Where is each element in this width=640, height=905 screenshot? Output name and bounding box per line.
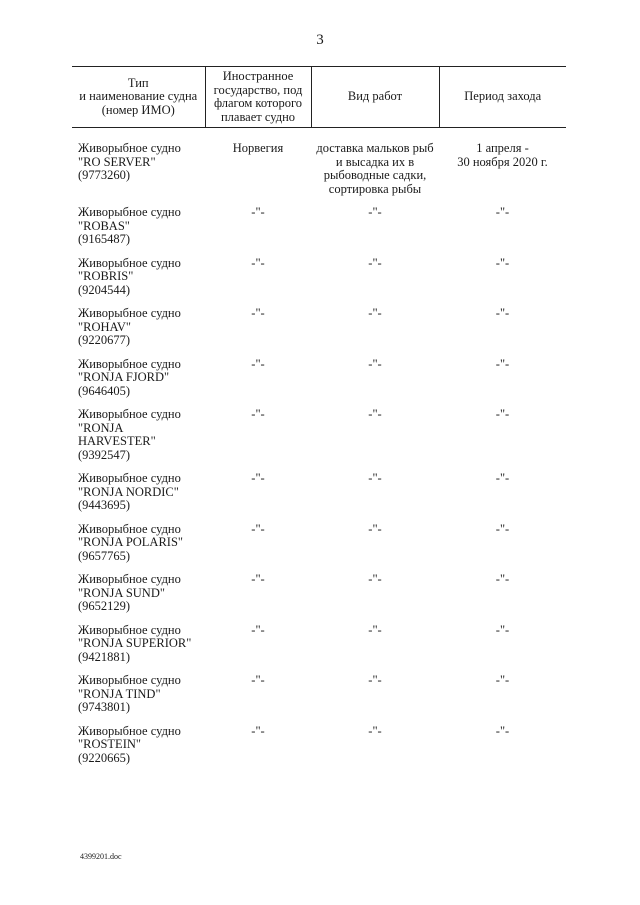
- vessel-line: (9743801): [78, 700, 131, 714]
- vessel-line: Живорыбное судно: [78, 205, 181, 219]
- cell-vessel: [72, 567, 205, 618]
- vessel-line: "RONJA: [78, 420, 124, 435]
- cell-vessel: [72, 719, 205, 770]
- cell-vessel: [72, 668, 205, 719]
- vessel-line: Живорыбное судно: [78, 471, 181, 485]
- table-row: [72, 668, 566, 719]
- vessel-line: "RONJA SUPERIOR": [78, 636, 192, 650]
- header-vessel-type-name: Тип и наименование судна (номер ИМО): [72, 67, 205, 128]
- cell-vessel: [72, 352, 205, 403]
- cell-visit-period: -"-: [495, 471, 510, 485]
- table-row: [72, 517, 566, 568]
- cell-work-type: -"-: [368, 255, 382, 270]
- table-body: [72, 128, 566, 770]
- vessel-line: Живорыбное судно: [78, 622, 181, 637]
- table-row: [72, 567, 566, 618]
- cell-flag-state: Норвегия: [232, 141, 284, 155]
- vessel-line: (9204544): [78, 282, 131, 297]
- cell-visit-period: -"-: [495, 521, 510, 536]
- cell-flag-state: -"-: [251, 673, 265, 687]
- cell-flag-state: -"-: [251, 572, 265, 586]
- table-row: [72, 251, 566, 302]
- cell-visit-period: -"-: [495, 622, 510, 637]
- vessel-line: (9392547): [78, 447, 131, 462]
- cell-visit-period: -"-: [495, 572, 510, 586]
- document-code: 4399201.doc: [80, 852, 122, 861]
- vessel-line: "RONJA NORDIC": [78, 484, 179, 499]
- cell-flag-state: -"-: [251, 723, 265, 738]
- vessel-line: "ROHAV": [78, 319, 132, 334]
- vessel-line: "RONJA FJORD": [78, 370, 170, 384]
- cell-visit-period: -"-: [495, 673, 510, 687]
- cell-visit-period: 1 апреля - 30 ноября 2020 г.: [457, 141, 548, 169]
- cell-flag-state: -"-: [251, 407, 265, 421]
- vessel-line: (9165487): [78, 232, 131, 246]
- cell-work-type: -"-: [368, 356, 382, 371]
- cell-work-type: -"-: [368, 521, 382, 536]
- cell-work-type: -"-: [368, 407, 382, 421]
- vessel-line: Живорыбное судно: [78, 141, 181, 155]
- cell-work-type: -"-: [368, 723, 382, 738]
- vessel-line: (9773260): [78, 168, 131, 182]
- vessel-line: (9652129): [78, 599, 131, 613]
- cell-flag-state: -"-: [251, 471, 265, 485]
- cell-flag-state: -"-: [251, 306, 265, 320]
- vessel-line: "ROSTEIN": [78, 737, 141, 751]
- cell-visit-period: -"-: [495, 255, 510, 270]
- cell-vessel: [72, 618, 205, 669]
- vessel-line: "ROBRIS": [78, 269, 134, 283]
- vessel-line: Живорыбное судно: [78, 255, 181, 270]
- table-row: [72, 128, 566, 201]
- table-row: [72, 200, 566, 251]
- header-flag-state: Иностранное государство, под флагом которого плавает судно: [205, 67, 311, 128]
- page-number: 3: [316, 32, 324, 48]
- vessel-line: (9421881): [78, 649, 131, 664]
- cell-flag-state: -"-: [251, 205, 265, 219]
- cell-work-type: доставка мальков рыб и высадка их в рыбоводные садки, сортировка рыбы: [316, 141, 434, 196]
- vessel-line: (9220665): [78, 750, 131, 765]
- header-work-type: Вид работ: [311, 67, 439, 128]
- table-row: [72, 719, 566, 770]
- cell-vessel: [72, 301, 205, 352]
- cell-work-type: -"-: [368, 622, 382, 637]
- vessel-line: HARVESTER": [78, 434, 156, 448]
- cell-visit-period: -"-: [495, 407, 510, 421]
- cell-visit-period: -"-: [495, 356, 510, 371]
- vessel-table: [72, 66, 566, 769]
- cell-flag-state: -"-: [251, 521, 265, 536]
- vessel-line: (9646405): [78, 383, 131, 398]
- cell-visit-period: -"-: [495, 723, 510, 738]
- cell-work-type: -"-: [368, 306, 382, 320]
- vessel-line: (9220677): [78, 333, 131, 347]
- table-header-row: [72, 67, 566, 128]
- cell-work-type: -"-: [368, 205, 382, 219]
- vessel-line: "RONJA TIND": [78, 686, 161, 701]
- cell-vessel: [72, 517, 205, 568]
- vessel-line: Живорыбное судно: [78, 723, 181, 738]
- vessel-line: "RONJA POLARIS": [78, 535, 184, 549]
- vessel-line: "ROBAS": [78, 218, 130, 233]
- table-row: [72, 402, 566, 466]
- vessel-line: Живорыбное судно: [78, 356, 181, 371]
- cell-flag-state: -"-: [251, 255, 265, 270]
- vessel-line: Живорыбное судно: [78, 673, 181, 687]
- vessel-line: Живорыбное судно: [78, 306, 181, 320]
- cell-work-type: -"-: [368, 673, 382, 687]
- cell-vessel: [72, 128, 205, 201]
- cell-vessel: [72, 200, 205, 251]
- cell-vessel: [72, 402, 205, 466]
- vessel-line: "RO SERVER": [78, 154, 156, 169]
- table-row: [72, 352, 566, 403]
- table-header: [72, 67, 566, 128]
- table-row: [72, 301, 566, 352]
- cell-visit-period: -"-: [495, 205, 510, 219]
- vessel-line: Живорыбное судно: [78, 407, 181, 421]
- vessel-line: Живорыбное судно: [78, 521, 181, 536]
- cell-work-type: -"-: [368, 572, 382, 586]
- vessel-line: (9443695): [78, 498, 131, 512]
- vessel-line: (9657765): [78, 548, 131, 563]
- cell-work-type: -"-: [368, 471, 382, 485]
- table-row: [72, 466, 566, 517]
- cell-flag-state: -"-: [251, 356, 265, 371]
- cell-vessel: [72, 466, 205, 517]
- cell-flag-state: -"-: [251, 622, 265, 637]
- table-row: [72, 618, 566, 669]
- cell-vessel: [72, 251, 205, 302]
- cell-visit-period: -"-: [495, 306, 510, 320]
- header-visit-period: Период захода: [439, 67, 566, 128]
- vessel-line: "RONJA SUND": [78, 585, 165, 600]
- vessel-line: Живорыбное судно: [78, 572, 181, 586]
